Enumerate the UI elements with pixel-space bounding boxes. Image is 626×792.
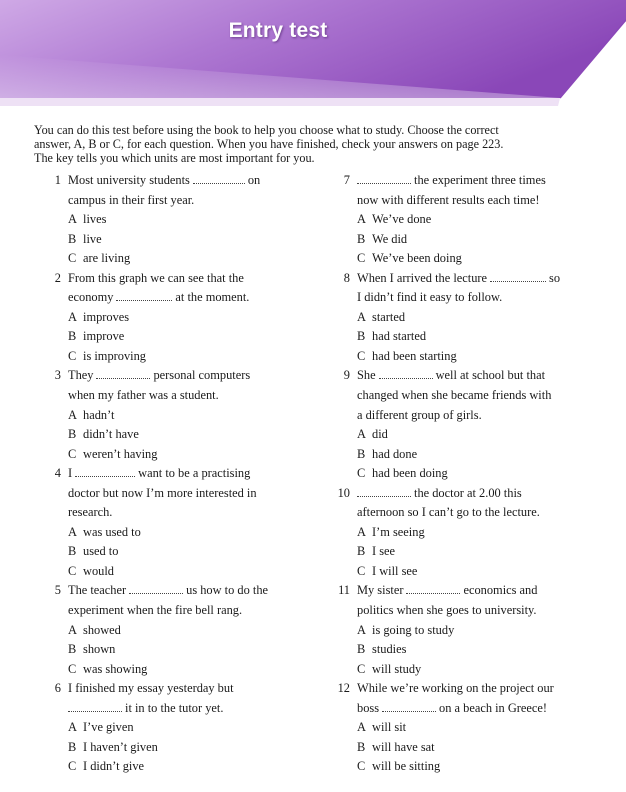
question-text: afternoon so I can’t go to the lecture. bbox=[357, 505, 540, 520]
questions-right-column bbox=[337, 171, 603, 777]
option-b[interactable] bbox=[357, 542, 603, 562]
option-letter: C bbox=[68, 563, 77, 578]
option-text: will study bbox=[372, 661, 422, 676]
question-text: boss bbox=[357, 700, 380, 715]
question-text: The teacher bbox=[68, 583, 127, 598]
question-4 bbox=[48, 464, 310, 581]
option-letter: A bbox=[68, 212, 77, 227]
answer-blank[interactable] bbox=[75, 466, 135, 477]
option-b[interactable] bbox=[357, 445, 603, 465]
option-letter: B bbox=[357, 544, 366, 559]
question-number: 4 bbox=[54, 466, 61, 481]
option-text: weren’t having bbox=[83, 446, 158, 461]
option-letter: C bbox=[68, 759, 77, 774]
option-letter: C bbox=[357, 348, 366, 363]
question-text: I finished my essay yesterday but bbox=[68, 681, 234, 696]
question-number: 6 bbox=[54, 681, 61, 696]
option-letter: B bbox=[357, 231, 366, 246]
option-b[interactable] bbox=[68, 738, 310, 758]
question-number: 7 bbox=[343, 173, 350, 187]
option-letter: A bbox=[357, 524, 366, 539]
option-b[interactable] bbox=[68, 640, 310, 660]
answer-blank[interactable] bbox=[490, 271, 546, 282]
option-c[interactable] bbox=[68, 347, 310, 367]
question-11 bbox=[337, 581, 603, 679]
answer-blank[interactable] bbox=[129, 583, 183, 594]
answer-blank[interactable] bbox=[96, 368, 150, 379]
option-letter: A bbox=[357, 309, 366, 324]
option-letter: A bbox=[68, 407, 77, 422]
option-c[interactable] bbox=[357, 464, 603, 484]
option-text: was used to bbox=[83, 524, 141, 539]
question-text: it in to the tutor yet. bbox=[125, 700, 224, 715]
option-text: I see bbox=[372, 544, 396, 559]
option-a[interactable] bbox=[68, 308, 310, 328]
instructions-line: The key tells you which units are most important for you. bbox=[34, 151, 315, 165]
question-text: doctor but now I’m more interested in bbox=[68, 485, 257, 500]
option-letter: C bbox=[357, 251, 366, 266]
option-text: We’ve been doing bbox=[372, 251, 462, 266]
question-number: 10 bbox=[337, 485, 350, 500]
option-c[interactable] bbox=[68, 757, 310, 777]
question-number: 3 bbox=[54, 368, 61, 383]
question-text: While we’re working on the project our bbox=[357, 681, 554, 696]
question-text: the experiment three times bbox=[414, 173, 546, 187]
option-letter: A bbox=[68, 622, 77, 637]
option-letter: B bbox=[357, 642, 366, 657]
question-text: want to be a practising bbox=[138, 466, 251, 481]
option-letter: C bbox=[68, 348, 77, 363]
option-text: I will see bbox=[372, 563, 418, 578]
header-banner bbox=[0, 0, 626, 106]
option-a[interactable] bbox=[357, 523, 603, 543]
question-text: the doctor at 2.00 this bbox=[414, 485, 522, 500]
option-letter: B bbox=[68, 231, 77, 246]
option-a[interactable] bbox=[68, 621, 310, 641]
option-letter: B bbox=[68, 427, 77, 442]
question-text: From this graph we can see that the bbox=[68, 270, 244, 285]
questions-left-column bbox=[48, 171, 310, 777]
question-10 bbox=[337, 484, 603, 582]
option-letter: C bbox=[68, 251, 77, 266]
question-1 bbox=[48, 171, 310, 269]
option-letter: C bbox=[357, 563, 366, 578]
answer-blank[interactable] bbox=[406, 583, 460, 594]
question-text: They bbox=[68, 368, 94, 383]
answer-blank[interactable] bbox=[68, 701, 122, 712]
option-b[interactable] bbox=[357, 640, 603, 660]
question-number: 5 bbox=[54, 583, 61, 598]
question-6 bbox=[48, 679, 310, 777]
option-text: will sit bbox=[372, 720, 407, 735]
question-7 bbox=[337, 171, 603, 269]
option-text: I’ve given bbox=[83, 720, 134, 735]
option-text: will be sitting bbox=[372, 759, 441, 774]
option-text: I’m seeing bbox=[372, 524, 425, 539]
option-c[interactable] bbox=[68, 445, 310, 465]
question-text: a different group of girls. bbox=[357, 407, 482, 422]
option-text: live bbox=[83, 231, 102, 246]
option-text: shown bbox=[83, 642, 116, 657]
question-text: personal computers bbox=[153, 368, 251, 383]
option-text: studies bbox=[372, 642, 407, 657]
question-number: 11 bbox=[338, 583, 350, 598]
instructions bbox=[34, 123, 600, 165]
option-text: would bbox=[83, 563, 114, 578]
question-text: experiment when the fire bell rang. bbox=[68, 603, 243, 618]
option-letter: B bbox=[357, 446, 366, 461]
option-c[interactable] bbox=[357, 347, 603, 367]
option-c[interactable] bbox=[357, 562, 603, 582]
option-b[interactable] bbox=[357, 738, 603, 758]
option-a[interactable] bbox=[68, 718, 310, 738]
instructions-line: You can do this test before using the book to help you choose what to study. Choose the correct bbox=[34, 123, 499, 137]
question-text: Most university students bbox=[68, 173, 190, 187]
option-b[interactable] bbox=[68, 327, 310, 347]
option-text: had been starting bbox=[372, 348, 457, 363]
option-text: used to bbox=[83, 544, 119, 559]
option-letter: C bbox=[357, 759, 366, 774]
question-text: My sister bbox=[357, 583, 404, 598]
option-letter: A bbox=[357, 720, 366, 735]
option-letter: C bbox=[357, 466, 366, 481]
question-8 bbox=[337, 269, 603, 367]
question-text: when my father was a student. bbox=[68, 388, 219, 403]
option-letter: B bbox=[68, 329, 77, 344]
option-letter: A bbox=[357, 622, 366, 637]
question-text: economics and bbox=[463, 583, 538, 598]
option-a[interactable] bbox=[357, 308, 603, 328]
option-text: improves bbox=[83, 309, 130, 324]
question-text: on a beach in Greece! bbox=[439, 700, 548, 715]
option-a[interactable] bbox=[357, 425, 603, 445]
question-text: well at school but that bbox=[435, 368, 546, 383]
question-number: 2 bbox=[54, 270, 61, 285]
question-text: at the moment. bbox=[175, 290, 250, 305]
instructions-line: answer, A, B or C, for each question. When you have finished, check your answers on page 223. bbox=[34, 137, 504, 151]
option-letter: C bbox=[68, 446, 77, 461]
option-text: started bbox=[372, 309, 406, 324]
option-text: didn’t have bbox=[83, 427, 139, 442]
option-text: showed bbox=[83, 622, 121, 637]
option-a[interactable] bbox=[357, 718, 603, 738]
question-12 bbox=[337, 679, 603, 777]
option-text: is improving bbox=[83, 348, 146, 363]
option-text: I haven’t given bbox=[83, 739, 158, 754]
option-letter: A bbox=[68, 309, 77, 324]
option-letter: A bbox=[68, 524, 77, 539]
question-text: on bbox=[247, 173, 261, 187]
option-a[interactable] bbox=[357, 621, 603, 641]
question-text: When I arrived the lecture bbox=[357, 270, 488, 285]
option-c[interactable] bbox=[357, 249, 603, 269]
option-a[interactable] bbox=[357, 210, 603, 230]
option-text: I didn’t give bbox=[83, 759, 145, 774]
question-number: 1 bbox=[54, 173, 61, 187]
question-text: research. bbox=[68, 505, 113, 520]
option-a[interactable] bbox=[68, 523, 310, 543]
option-letter: C bbox=[357, 661, 366, 676]
option-text: are living bbox=[83, 251, 131, 266]
question-text: I bbox=[68, 466, 73, 481]
question-3 bbox=[48, 366, 310, 464]
option-c[interactable] bbox=[68, 660, 310, 680]
question-number: 8 bbox=[343, 270, 350, 285]
option-text: is going to study bbox=[372, 622, 455, 637]
option-b[interactable] bbox=[357, 327, 603, 347]
option-text: hadn’t bbox=[83, 407, 115, 422]
option-text: did bbox=[372, 427, 388, 442]
question-2 bbox=[48, 269, 310, 367]
option-b[interactable] bbox=[357, 230, 603, 250]
option-text: We did bbox=[372, 231, 408, 246]
option-text: improve bbox=[83, 329, 125, 344]
question-text: now with different results each time! bbox=[357, 192, 540, 207]
question-number: 9 bbox=[343, 368, 350, 383]
option-letter: B bbox=[357, 739, 366, 754]
option-a[interactable] bbox=[68, 406, 310, 426]
question-text: campus in their first year. bbox=[68, 192, 195, 207]
option-letter: B bbox=[68, 642, 77, 657]
option-text: had done bbox=[372, 446, 418, 461]
option-c[interactable] bbox=[68, 562, 310, 582]
question-text: so bbox=[549, 270, 561, 285]
option-letter: A bbox=[357, 212, 366, 227]
option-b[interactable] bbox=[68, 542, 310, 562]
option-text: We’ve done bbox=[372, 212, 432, 227]
option-b[interactable] bbox=[68, 425, 310, 445]
answer-blank[interactable] bbox=[357, 486, 411, 497]
question-number: 12 bbox=[337, 681, 350, 696]
option-letter: B bbox=[357, 329, 366, 344]
option-text: had started bbox=[372, 329, 427, 344]
question-text: us how to do the bbox=[186, 583, 269, 598]
question-text: She bbox=[357, 368, 376, 383]
answer-blank[interactable] bbox=[379, 368, 433, 379]
answer-blank[interactable] bbox=[116, 290, 172, 301]
question-text: I didn’t find it easy to follow. bbox=[357, 290, 503, 305]
option-letter: C bbox=[68, 661, 77, 676]
option-c[interactable] bbox=[68, 249, 310, 269]
option-text: had been doing bbox=[372, 466, 448, 481]
option-b[interactable] bbox=[68, 230, 310, 250]
question-9 bbox=[337, 366, 603, 483]
option-letter: A bbox=[357, 427, 366, 442]
option-a[interactable] bbox=[68, 210, 310, 230]
question-text: changed when she became friends with bbox=[357, 388, 552, 403]
option-letter: B bbox=[68, 544, 77, 559]
option-text: was showing bbox=[83, 661, 148, 676]
option-text: lives bbox=[83, 212, 107, 227]
answer-blank[interactable] bbox=[193, 173, 245, 184]
answer-blank[interactable] bbox=[357, 173, 411, 184]
page-title: Entry test bbox=[228, 19, 328, 42]
answer-blank[interactable] bbox=[382, 701, 436, 712]
banner-background bbox=[0, 0, 626, 106]
question-text: economy bbox=[68, 290, 114, 305]
question-text: politics when she goes to university. bbox=[357, 603, 537, 618]
option-letter: B bbox=[68, 739, 77, 754]
question-5 bbox=[48, 581, 310, 679]
option-c[interactable] bbox=[357, 660, 603, 680]
option-text: will have sat bbox=[372, 739, 435, 754]
option-letter: A bbox=[68, 720, 77, 735]
option-c[interactable] bbox=[357, 757, 603, 777]
